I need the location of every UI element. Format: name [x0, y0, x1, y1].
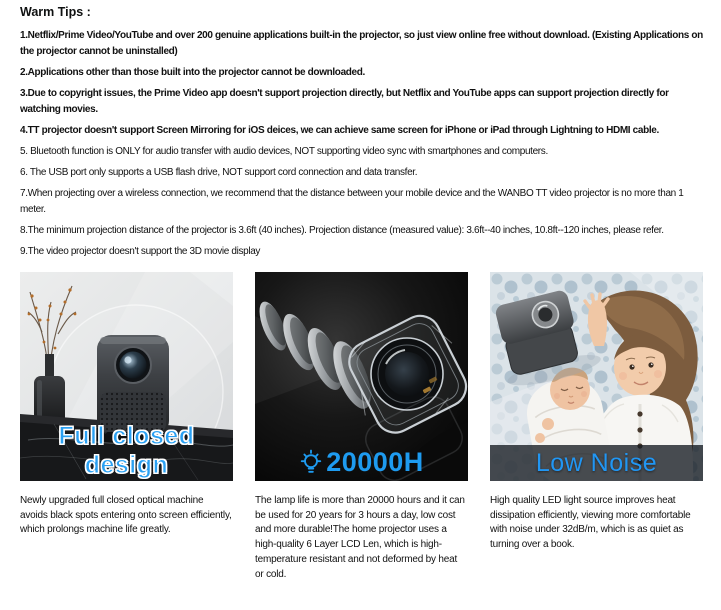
- feature-image-low-noise: [490, 272, 703, 481]
- feature-columns: [20, 272, 705, 582]
- feature-column-full-closed-design: [20, 272, 233, 582]
- tip-1: 1.Netflix/Prime Video/YouTube and over 200 genuine applications built-in the projector, so just view online free without download. (Existing Applications on the projector cannot be uninstalled): [20, 30, 703, 57]
- tip-9: 9.The video projector doesn't support the 3D movie display: [20, 246, 261, 257]
- low-noise-banner: [490, 445, 703, 481]
- section-heading: Warm Tips :: [20, 5, 91, 19]
- tip-3: 3.Due to copyright issues, the Prime Video app doesn't support projection directly, but Netflix and YouTube apps can support projection directly for watching movies.: [20, 88, 669, 115]
- tip-7: 7.When projecting over a wireless connection, we recommend that the distance between your mobile device and the WANBO TT video projector is no more than 1 meter.: [20, 188, 684, 215]
- feature-caption-full-closed-design: Newly upgraded full closed optical machine avoids black spots entering onto screen efficiently, which prolongs machine life greatly.: [20, 495, 232, 536]
- feature-caption-lamp-life: The lamp life is more than 20000 hours and it can be used for 20 years for 3 hours a day, low cost and more durable!The home projector uses a high-quality 6 Layer LCD Len, which is high-temperature resistant and not deformed by heat or cold.: [255, 495, 465, 580]
- feature-image-full-closed-design: [20, 272, 233, 481]
- lightbulb-icon: [299, 449, 323, 477]
- feature-image-lamp-life: [255, 272, 468, 481]
- lens-barrel: [371, 338, 443, 410]
- feature-column-low-noise: [490, 272, 703, 582]
- feature-overlay-low-noise: Low Noise: [535, 448, 658, 477]
- tip-8: 8.The minimum projection distance of the projector is 3.6ft (40 inches). Projection distance (measured value): 3.6ft--40 inches, 10.8ft--120 inches, please refer.: [20, 225, 664, 236]
- feature-overlay-full-closed-design: Full closed design: [58, 422, 195, 479]
- feature-column-lamp-life: [255, 272, 468, 582]
- tip-5: 5. Bluetooth function is ONLY for audio transfer with audio devices, NOT supporting video sync with smartphones and computers.: [20, 146, 548, 157]
- tip-4: 4.TT projector doesn't support Screen Mirroring for iOS deices, we can achieve same screen for iPhone or iPad through Lightning to HDMI cable.: [20, 125, 659, 136]
- feature-overlay-lamp-life-text: 20000H: [326, 447, 424, 477]
- tip-2: 2.Applications other than those built into the projector cannot be downloaded.: [20, 67, 365, 78]
- feature-caption-low-noise: High quality LED light source improves heat dissipation efficiently, viewing more comfortable with noise under 32dB/m, which is as quiet as turning over a book.: [490, 495, 691, 551]
- tip-6: 6. The USB port only supports a USB flash drive, NOT support cord connection and data transfer.: [20, 167, 418, 178]
- projector-device: [97, 335, 169, 436]
- feature-overlay-lamp-life: [255, 447, 468, 478]
